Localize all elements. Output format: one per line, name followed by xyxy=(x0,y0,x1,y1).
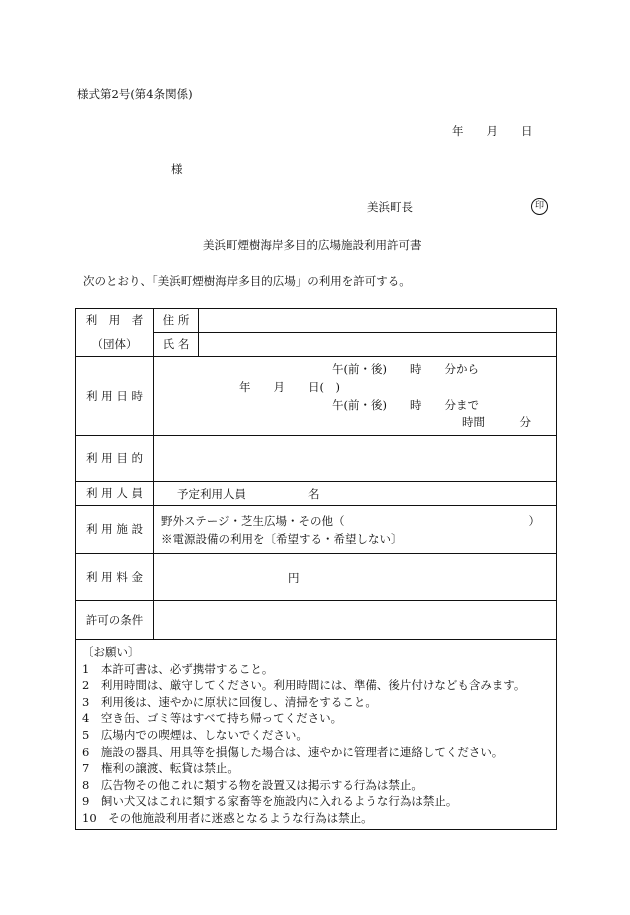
form-number: 様式第2号(第4条関係) xyxy=(77,87,193,101)
note-item: 3 利用後は、速やかに原状に回復し、清掃をすること。 xyxy=(82,694,377,709)
note-item: 9 飼い犬又はこれに類する家畜等を施設内に入れるような行為は禁止。 xyxy=(82,794,458,809)
purpose-row xyxy=(76,436,557,482)
intro-text: 次のとおり、「美浜町煙樹海岸多目的広場」の利用を許可する。 xyxy=(83,274,411,288)
notes-row xyxy=(76,640,557,830)
name-label: 氏 名 xyxy=(154,333,199,357)
note-item: 7 権利の譲渡、転貸は禁止。 xyxy=(82,761,239,776)
purpose-field[interactable] xyxy=(154,436,557,482)
datetime-start: 午(前・後) 時 分から xyxy=(332,362,479,376)
datetime-date: 年 月 日( ) xyxy=(239,380,340,394)
note-item: 2 利用時間は、厳守してください。利用時間には、準備、後片付けなども含みます。 xyxy=(82,678,526,693)
notes-heading: 〔お願い〕 xyxy=(82,645,140,659)
user-label: 利 用 者 xyxy=(85,313,144,327)
note-item: 4 空き缶、ゴミ等はすべて持ち帰ってください。 xyxy=(82,711,343,726)
issue-date: 年 月 日 xyxy=(452,124,533,138)
issuer-name: 美浜町長 xyxy=(367,200,413,214)
note-item: 10 その他施設利用者に迷惑となるような行為は禁止。 xyxy=(82,810,373,825)
note-item: 1 本許可書は、必ず携帯すること。 xyxy=(82,661,274,676)
people-unit: 名 xyxy=(308,487,320,501)
permit-form-table xyxy=(75,308,557,830)
datetime-field[interactable] xyxy=(154,357,557,436)
conditions-field[interactable] xyxy=(154,601,557,640)
note-item: 8 広告物その他これに類する物を設置又は掲示する行為は禁止。 xyxy=(82,777,423,792)
facility-field[interactable] xyxy=(154,506,557,554)
user-label-cell xyxy=(76,309,154,357)
datetime-duration: 時間 分 xyxy=(462,415,531,429)
user-address-row xyxy=(76,309,557,333)
fee-row xyxy=(76,554,557,601)
datetime-end: 午(前・後) 時 分まで xyxy=(332,398,479,412)
seal-mark: 印 xyxy=(531,198,548,215)
planned-people-label: 予定利用人員 xyxy=(177,487,246,501)
address-field[interactable] xyxy=(199,309,557,333)
addressee-suffix: 様 xyxy=(171,162,183,176)
note-item: 6 施設の器具、用具等を損傷した場合は、速やかに管理者に連絡してください。 xyxy=(82,744,504,759)
facility-label: 利 用 施 設 xyxy=(76,506,154,554)
people-field[interactable] xyxy=(154,482,557,506)
note-item: 5 広場内での喫煙は、しないでください。 xyxy=(82,727,308,742)
conditions-row xyxy=(76,601,557,640)
fee-unit: 円 xyxy=(288,571,300,585)
notes-list xyxy=(76,640,556,827)
fee-label: 利 用 料 金 xyxy=(76,554,154,601)
name-field[interactable] xyxy=(199,333,557,357)
fee-field[interactable] xyxy=(154,554,557,601)
people-row xyxy=(76,482,557,506)
datetime-row xyxy=(76,357,557,436)
facility-options: 野外ステージ・芝生広場・その他（ ） xyxy=(161,514,541,528)
datetime-label: 利 用 日 時 xyxy=(76,357,154,436)
notes-cell xyxy=(76,640,557,830)
facility-row xyxy=(76,506,557,554)
user-label-group: （団体） xyxy=(91,337,138,351)
people-label: 利 用 人 員 xyxy=(76,482,154,506)
purpose-label: 利 用 目 的 xyxy=(76,436,154,482)
address-label: 住 所 xyxy=(154,309,199,333)
conditions-label: 許可の条件 xyxy=(76,601,154,640)
power-supply-option: ※電源設備の利用を〔希望する・希望しない〕 xyxy=(161,532,403,546)
document-title: 美浜町煙樹海岸多目的広場施設利用許可書 xyxy=(203,238,422,252)
